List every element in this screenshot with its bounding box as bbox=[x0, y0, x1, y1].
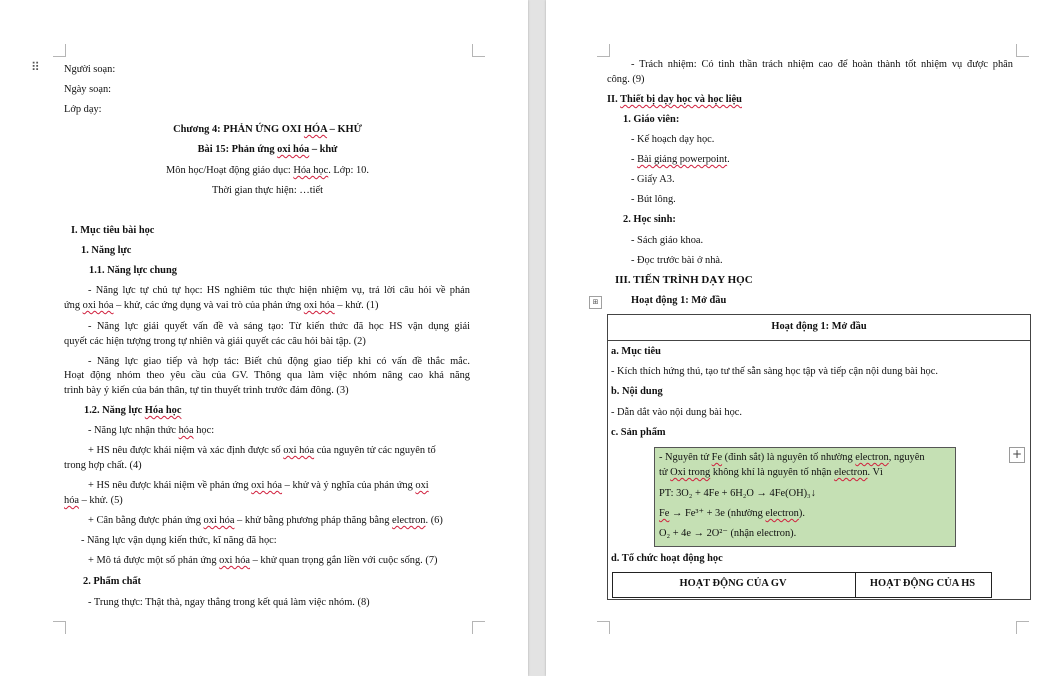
lesson-title: Bài 15: Phản ứng oxi hóa – khử bbox=[197, 144, 338, 155]
para-redox-concept-l1: + HS nêu được khái niệm về phản ứng oxi hóa – khử và ý nghĩa của phản ứng oxi bbox=[88, 480, 429, 491]
margin-corner-bottom-left bbox=[597, 621, 610, 634]
para-application: - Năng lực vận dụng kiến thức, kĩ năng đã học: bbox=[81, 535, 277, 546]
table-move-handle-icon[interactable]: ⊞ bbox=[589, 296, 602, 309]
margin-corner-bottom-left bbox=[53, 621, 66, 634]
product-equation: PT: 3O₂ + 4Fe + 6H₂O → 4Fe(OH)₃↓ bbox=[659, 488, 816, 499]
para-balancing: + Cân bằng được phản ứng oxi hóa – khử bằng phương pháp thăng bằng electron. (6) bbox=[88, 515, 443, 526]
teacher-item-plan: - Kế hoạch dạy học. bbox=[631, 134, 715, 145]
add-column-icon[interactable]: + bbox=[1009, 447, 1025, 463]
para-problem-solving-l2: quyết các hiện tượng trong tự nhiên và giải quyết các câu hỏi bài tập. (2) bbox=[64, 336, 366, 347]
student-heading: 2. Học sinh: bbox=[623, 214, 676, 225]
section-equipment: II. Thiết bị dạy học và học liệu bbox=[607, 94, 742, 105]
teacher-item-marker: - Bút lông. bbox=[631, 194, 676, 205]
organize-heading: d. Tổ chức hoạt động học bbox=[611, 553, 723, 564]
content-text: - Dẫn dắt vào nội dung bài học. bbox=[611, 407, 743, 418]
para-communication-l2: Hoạt động nhóm theo yêu cầu của GV. Thông qua làm việc nhóm nâng cao khả năng bbox=[64, 370, 470, 381]
section-general-competence: 1.1. Năng lực chung bbox=[89, 265, 177, 276]
product-heading: c. Sản phẩm bbox=[611, 427, 666, 438]
activity-heading: Hoạt động 1: Mở đầu bbox=[631, 295, 727, 306]
para-describe-reactions: + Mô tả được một số phản ứng oxi hóa – khử quan trọng gắn liền với cuộc sống. (7) bbox=[88, 555, 438, 566]
content-heading: b. Nội dung bbox=[611, 386, 663, 397]
section-qualities: 2. Phẩm chất bbox=[83, 576, 142, 587]
section-procedure: III. TIẾN TRÌNH DẠY HỌC bbox=[615, 274, 753, 286]
margin-corner-top-left bbox=[53, 44, 66, 57]
document-page-left[interactable] bbox=[0, 0, 528, 676]
section-chemistry-competence: 1.2. Năng lực Hóa học bbox=[84, 405, 182, 416]
margin-corner-top-right bbox=[1016, 44, 1029, 57]
para-oxidation-number-l2: trong hợp chất. (4) bbox=[64, 460, 142, 471]
class-line: Lớp dạy: bbox=[64, 104, 102, 115]
para-problem-solving-l1: - Năng lực giải quyết vấn đề và sáng tạo: Từ kiến thức đã học HS vận dụng giải bbox=[88, 321, 470, 332]
product-line-2: tử Oxi trong không khí là nguyên tố nhận electron. Vì bbox=[659, 467, 883, 478]
teacher-item-paper: - Giấy A3. bbox=[631, 174, 675, 185]
para-responsibility-l2: công. (9) bbox=[607, 74, 645, 85]
duration-line: Thời gian thực hiện: …tiết bbox=[212, 185, 323, 196]
product-half-reaction-fe: Fe → Fe³⁺ + 3e (nhường electron). bbox=[659, 508, 805, 519]
product-half-reaction-o2: O₂ + 4e → 2O²⁻ (nhận electron). bbox=[659, 528, 797, 539]
para-self-study-l1: - Năng lực tự chủ tự học: HS nghiêm túc thực hiện nhiệm vụ, trả lời câu hỏi về phản bbox=[88, 285, 470, 296]
chapter-title: Chương 4: PHẢN ỨNG OXI HÓA – KHỬ bbox=[173, 124, 362, 135]
subject-line: Môn học/Hoạt động giáo dục: Hóa học. Lớp: 10. bbox=[166, 165, 369, 176]
teacher-heading: 1. Giáo viên: bbox=[623, 114, 680, 125]
table-row-divider bbox=[608, 340, 1030, 341]
section-objectives: I. Mục tiêu bài học bbox=[71, 225, 155, 236]
page-gap bbox=[528, 0, 546, 676]
para-honesty: - Trung thực: Thật thà, ngay thẳng trong kết quả làm việc nhóm. (8) bbox=[88, 597, 370, 608]
date-line: Ngày soạn: bbox=[64, 84, 112, 95]
student-item-textbook: - Sách giáo khoa. bbox=[631, 235, 704, 246]
margin-corner-top-left bbox=[597, 44, 610, 57]
student-item-preread: - Đọc trước bài ở nhà. bbox=[631, 255, 723, 266]
para-communication-l3: trình bày ý kiến của bản thân, tự tin thuyết trình trước đám đông. (3) bbox=[64, 385, 349, 396]
move-handle-icon[interactable]: ⠿ bbox=[31, 60, 40, 74]
para-communication-l1: - Năng lực giao tiếp và hợp tác: Biết chủ động giao tiếp khi có vấn đề thắc mắc. bbox=[88, 356, 470, 367]
margin-corner-bottom-right bbox=[472, 621, 485, 634]
author-line: Người soạn: bbox=[64, 64, 116, 75]
column-header-student: HOẠT ĐỘNG CỦA HS bbox=[869, 578, 976, 589]
para-self-study-l2: ứng oxi hóa – khử, các ứng dụng và vai trò của phản ứng oxi hóa – khử. (1) bbox=[64, 300, 379, 311]
product-line-1: - Nguyên tử Fe (đinh sắt) là nguyên tố nhường electron, nguyên bbox=[659, 452, 925, 463]
para-redox-concept-l2: hóa – khử. (5) bbox=[64, 495, 123, 506]
column-header-teacher: HOẠT ĐỘNG CỦA GV bbox=[679, 578, 787, 589]
teacher-item-slides: - Bài giảng powerpoint. bbox=[631, 154, 730, 165]
para-cognition: - Năng lực nhận thức hóa học: bbox=[88, 425, 215, 436]
section-competence: 1. Năng lực bbox=[81, 245, 132, 256]
para-responsibility-l1: - Trách nhiệm: Có tinh thần trách nhiệm cao để hoàn thành tốt nhiệm vụ được phân bbox=[631, 59, 1013, 70]
margin-corner-bottom-right bbox=[1016, 621, 1029, 634]
margin-corner-top-right bbox=[472, 44, 485, 57]
objective-heading: a. Mục tiêu bbox=[611, 346, 661, 357]
objective-text: - Kích thích hứng thú, tạo tư thế sẵn sàng học tập và tiếp cận nội dung bài học. bbox=[611, 366, 938, 377]
para-oxidation-number-l1: + HS nêu được khái niệm và xác định được số oxi hóa của nguyên tử các nguyên tố bbox=[88, 445, 436, 456]
table-title: Hoạt động 1: Mở đầu bbox=[771, 321, 867, 332]
